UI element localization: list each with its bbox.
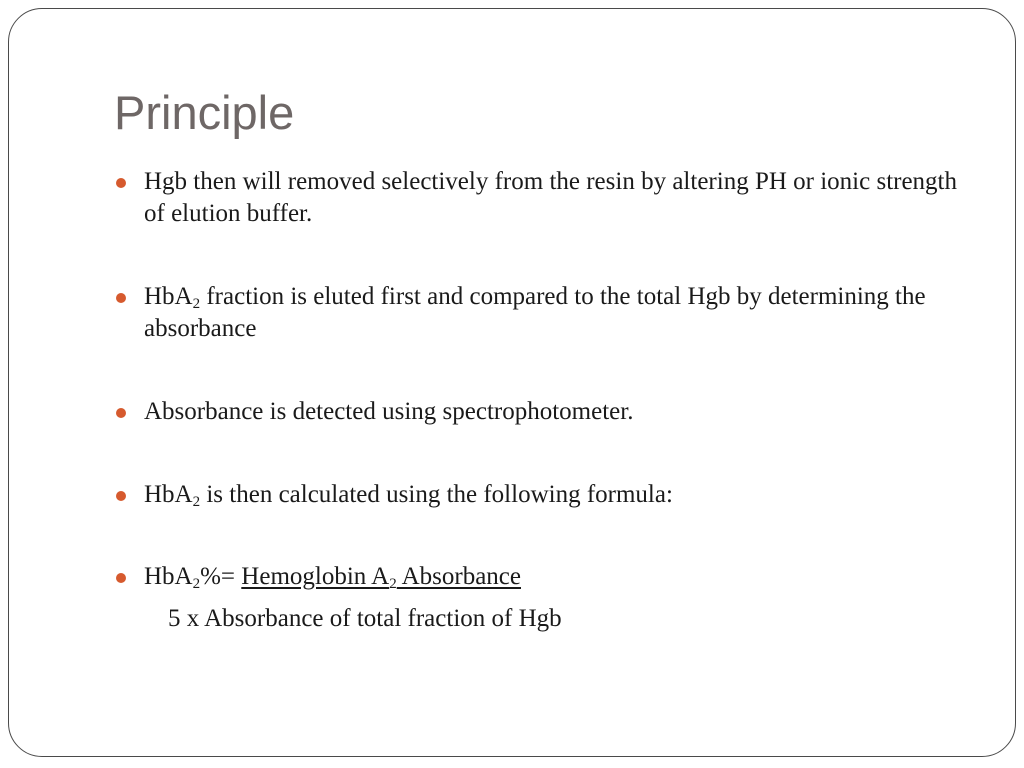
bullet-dot-icon xyxy=(116,408,126,418)
bullet-text-pre: HbA xyxy=(144,283,193,310)
bullet-text-post: fraction is eluted first and compared to the total Hgb by determining the absorbance xyxy=(144,283,926,342)
bullet-item-5-formula xyxy=(144,561,964,593)
slide-title: Principle xyxy=(114,86,295,139)
bullet-item-4 xyxy=(144,479,964,511)
bullet-subscript: 2 xyxy=(192,296,201,312)
formula-lhs-subscript: 2 xyxy=(192,576,201,592)
bullet-dot-icon xyxy=(116,491,126,501)
bullet-text: Absorbance is detected using spectrophotometer. xyxy=(144,398,634,425)
bullet-text-pre: HbA xyxy=(144,481,193,508)
formula-denominator: 5 x Absorbance of total fraction of Hgb xyxy=(168,605,562,632)
bullet-item-1 xyxy=(144,166,964,230)
bullet-subscript: 2 xyxy=(192,494,201,510)
formula-lhs-pre: HbA xyxy=(144,563,193,590)
bullet-text: Hgb then will removed selectively from the resin by altering PH or ionic strength of elution buffer. xyxy=(144,168,958,227)
bullet-dot-icon xyxy=(116,293,126,303)
bullet-dot-icon xyxy=(116,178,126,188)
formula-numerator-pre: Hemoglobin A xyxy=(241,563,390,590)
formula-equals: %= xyxy=(200,563,242,590)
formula-numerator xyxy=(241,563,521,590)
bullet-item-3 xyxy=(144,396,964,428)
formula-numerator-subscript: 2 xyxy=(389,576,397,592)
bullet-text-post: is then calculated using the following formula: xyxy=(200,481,673,508)
formula-numerator-post: Absorbance xyxy=(396,563,521,590)
bullet-dot-icon xyxy=(116,573,126,583)
bullet-item-2 xyxy=(144,281,964,345)
